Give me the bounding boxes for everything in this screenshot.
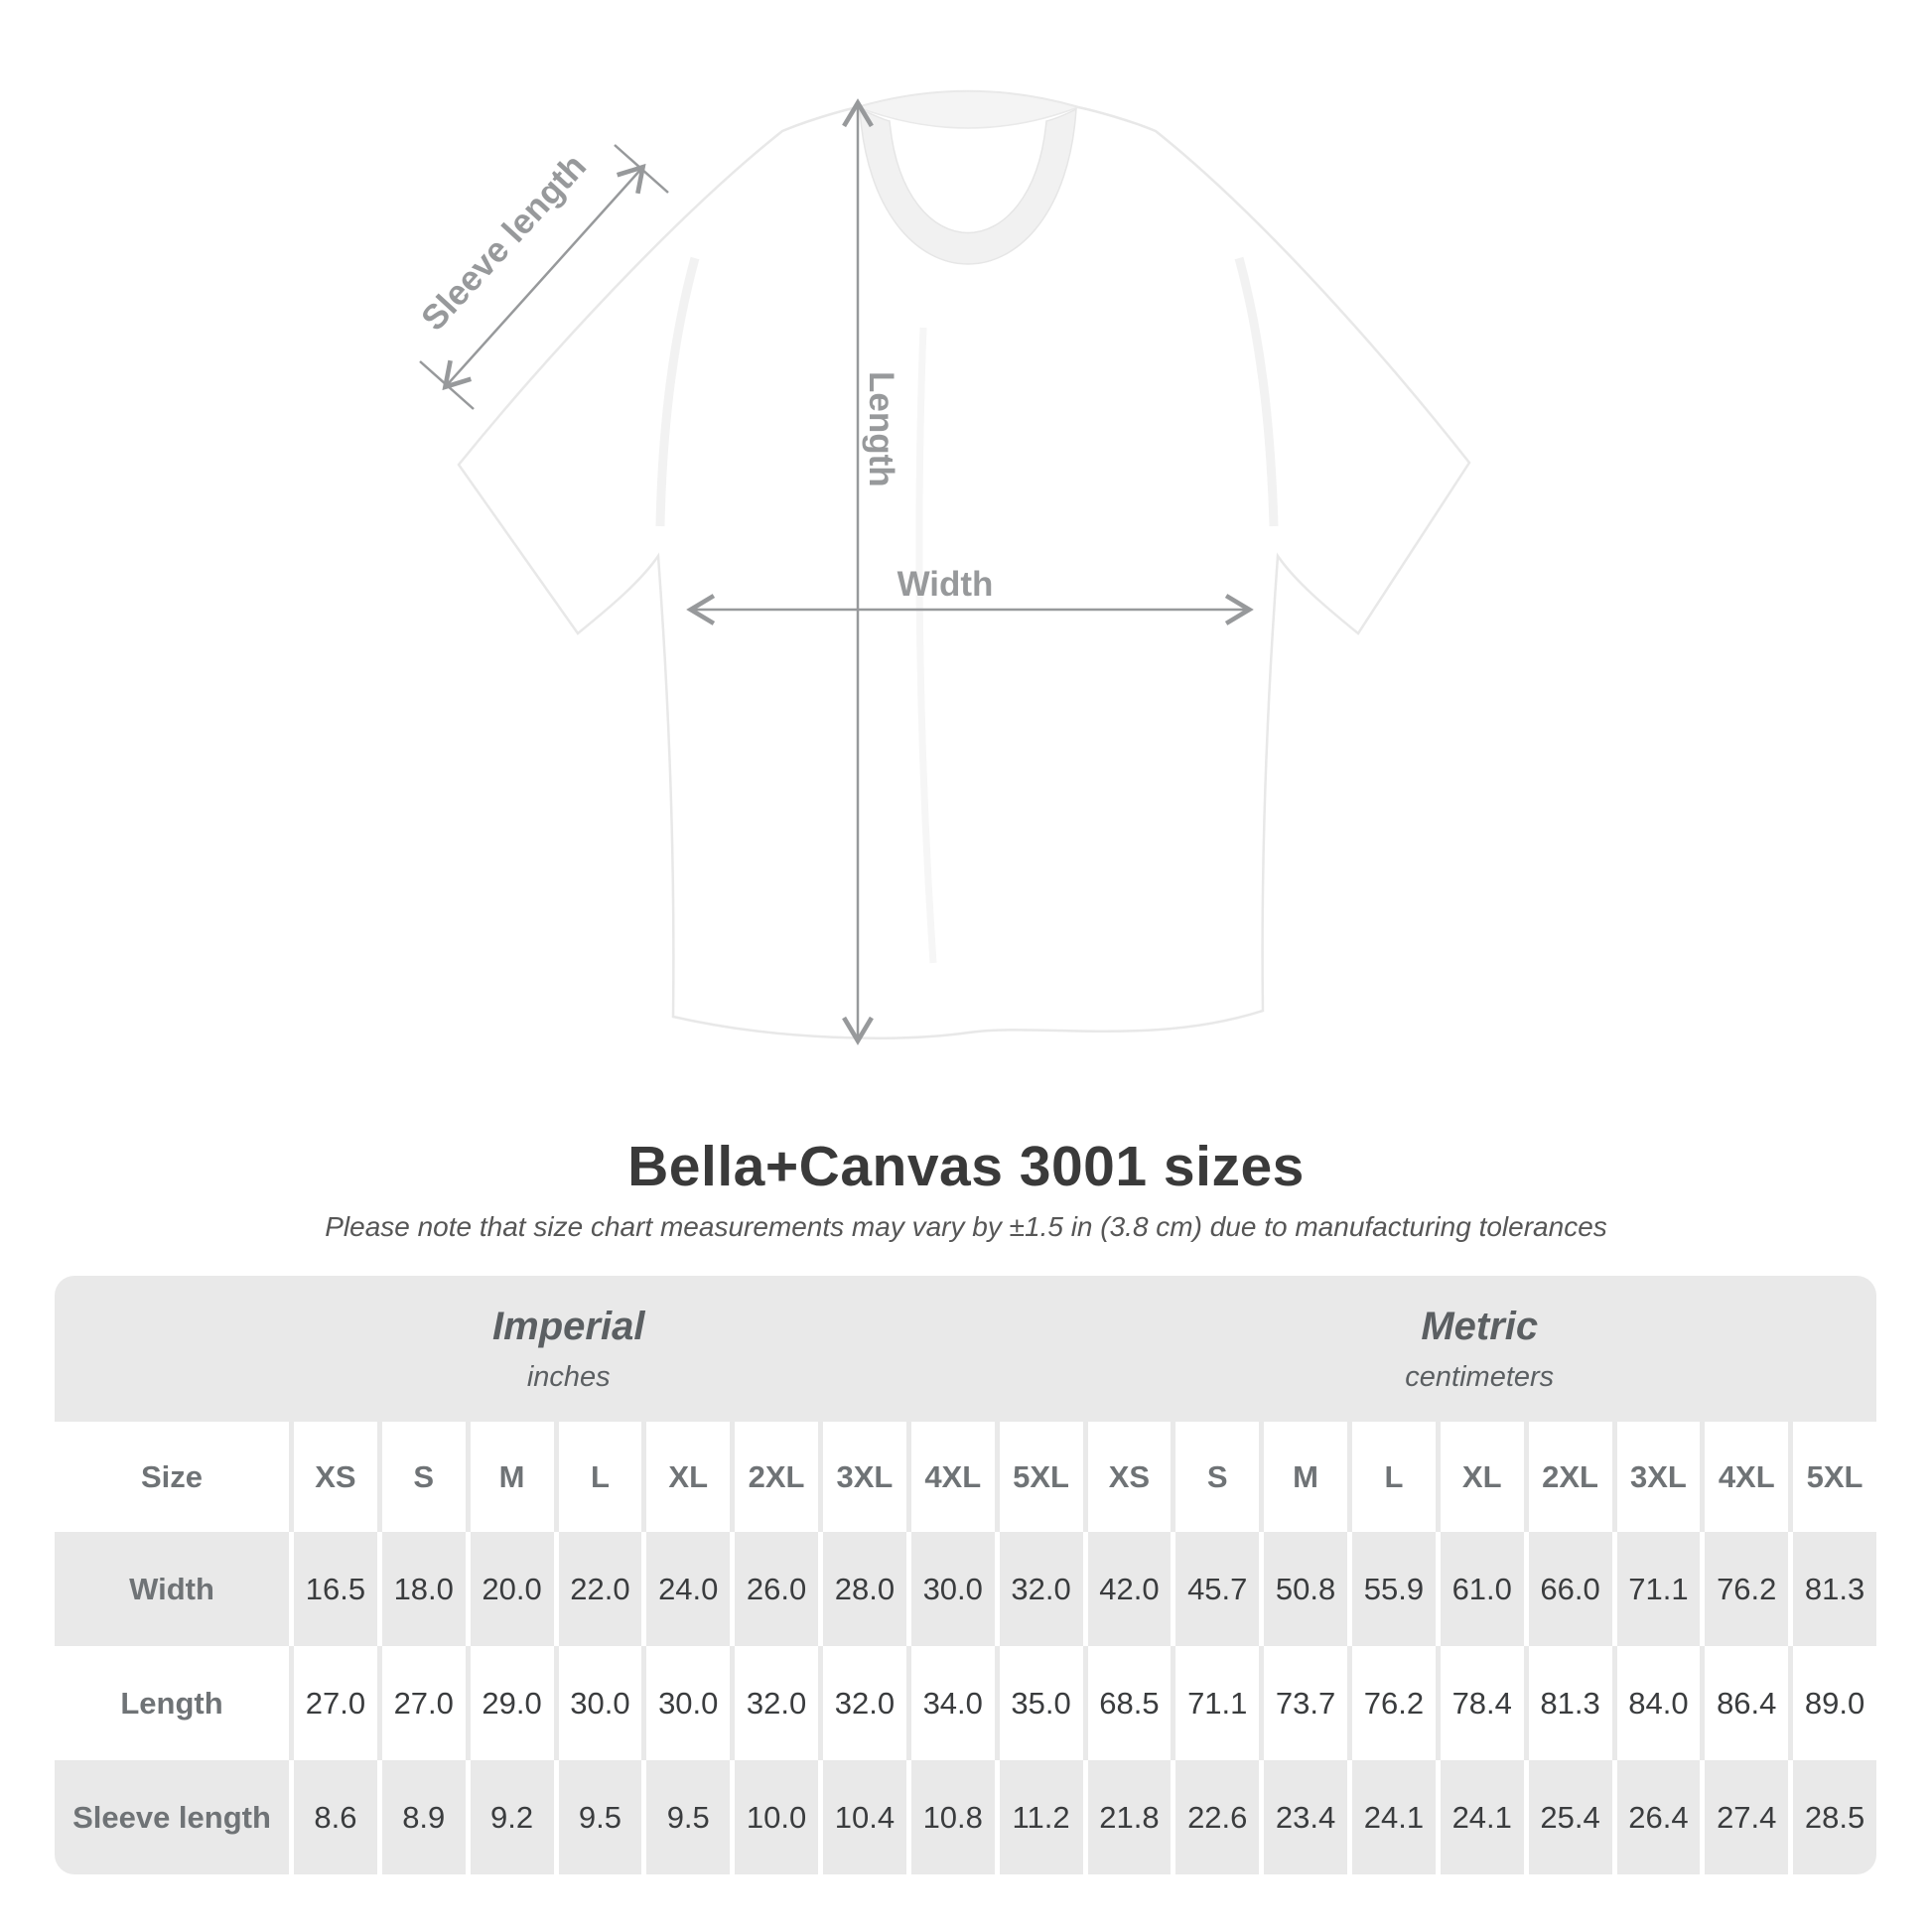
measurement-cell: 28.5 xyxy=(1788,1760,1876,1874)
measurement-cell: 20.0 xyxy=(466,1532,554,1646)
measurement-cell: 22.0 xyxy=(554,1532,642,1646)
measurement-cell: 35.0 xyxy=(995,1646,1083,1760)
size-header-2xl: 2XL xyxy=(730,1422,818,1532)
size-header-m: M xyxy=(466,1422,554,1532)
measurement-cell: 30.0 xyxy=(906,1532,995,1646)
measurement-cell: 84.0 xyxy=(1612,1646,1701,1760)
measurement-cell: 24.1 xyxy=(1436,1760,1524,1874)
size-column-header: Size xyxy=(55,1422,289,1532)
measurement-cell: 26.4 xyxy=(1612,1760,1701,1874)
measurement-cell: 81.3 xyxy=(1524,1646,1612,1760)
width-dimension-label: Width xyxy=(897,565,994,604)
imperial-unit: inches xyxy=(526,1360,611,1393)
size-header-s: S xyxy=(377,1422,466,1532)
size-header-m: M xyxy=(1259,1422,1347,1532)
measurement-cell: 9.2 xyxy=(466,1760,554,1874)
measurement-cell: 29.0 xyxy=(466,1646,554,1760)
size-header-3xl: 3XL xyxy=(818,1422,906,1532)
measurement-cell: 10.0 xyxy=(730,1760,818,1874)
sleeve-dimension-tick-lower xyxy=(420,361,474,409)
sleeve-dimension-tick-upper xyxy=(615,145,668,193)
size-header-xs: XS xyxy=(1083,1422,1172,1532)
size-table xyxy=(55,1276,1876,1874)
measurement-cell: 22.6 xyxy=(1171,1760,1259,1874)
measurement-cell: 81.3 xyxy=(1788,1532,1876,1646)
measurement-cell: 68.5 xyxy=(1083,1646,1172,1760)
measurement-cell: 24.0 xyxy=(641,1532,730,1646)
row-label: Width xyxy=(55,1532,289,1646)
size-header-xl: XL xyxy=(641,1422,730,1532)
tolerance-note: Please note that size chart measurements may vary by ±1.5 in (3.8 cm) due to manufacturing tolerances xyxy=(325,1211,1607,1242)
measurement-cell: 32.0 xyxy=(995,1532,1083,1646)
measurement-cell: 9.5 xyxy=(554,1760,642,1874)
length-dimension-label: Length xyxy=(862,371,900,487)
measurement-cell: 26.0 xyxy=(730,1532,818,1646)
measurement-cell: 18.0 xyxy=(377,1532,466,1646)
size-header-l: L xyxy=(554,1422,642,1532)
measurement-cell: 73.7 xyxy=(1259,1646,1347,1760)
measurement-cell: 86.4 xyxy=(1700,1646,1788,1760)
measurement-cell: 16.5 xyxy=(289,1532,377,1646)
measurement-cell: 50.8 xyxy=(1259,1532,1347,1646)
measurement-cell: 34.0 xyxy=(906,1646,995,1760)
row-label: Sleeve length xyxy=(55,1760,289,1874)
row-label: Length xyxy=(55,1646,289,1760)
metric-label: Metric xyxy=(1421,1304,1539,1348)
measurement-cell: 27.0 xyxy=(377,1646,466,1760)
measurement-cell: 76.2 xyxy=(1700,1532,1788,1646)
measurement-cell: 8.6 xyxy=(289,1760,377,1874)
measurement-cell: 71.1 xyxy=(1171,1646,1259,1760)
measurement-cell: 24.1 xyxy=(1347,1760,1436,1874)
measurement-cell: 23.4 xyxy=(1259,1760,1347,1874)
measurement-cell: 27.4 xyxy=(1700,1760,1788,1874)
imperial-label: Imperial xyxy=(492,1304,645,1348)
size-header-xl: XL xyxy=(1436,1422,1524,1532)
size-header-5xl: 5XL xyxy=(995,1422,1083,1532)
measurement-cell: 78.4 xyxy=(1436,1646,1524,1760)
measurement-cell: 8.9 xyxy=(377,1760,466,1874)
size-header-3xl: 3XL xyxy=(1612,1422,1701,1532)
size-header-4xl: 4XL xyxy=(1700,1422,1788,1532)
measurement-cell: 55.9 xyxy=(1347,1532,1436,1646)
size-header-s: S xyxy=(1171,1422,1259,1532)
measurement-cell: 21.8 xyxy=(1083,1760,1172,1874)
measurement-cell: 9.5 xyxy=(641,1760,730,1874)
measurement-cell: 66.0 xyxy=(1524,1532,1612,1646)
measurement-cell: 45.7 xyxy=(1171,1532,1259,1646)
size-header-2xl: 2XL xyxy=(1524,1422,1612,1532)
measurement-cell: 76.2 xyxy=(1347,1646,1436,1760)
metric-unit-header xyxy=(1083,1276,1877,1422)
measurement-cell: 32.0 xyxy=(730,1646,818,1760)
measurement-cell: 42.0 xyxy=(1083,1532,1172,1646)
measurement-cell: 25.4 xyxy=(1524,1760,1612,1874)
sleeve-dimension-label: Sleeve length xyxy=(413,146,595,339)
imperial-unit-header xyxy=(55,1276,1083,1422)
measurement-cell: 30.0 xyxy=(641,1646,730,1760)
size-header-4xl: 4XL xyxy=(906,1422,995,1532)
measurement-cell: 27.0 xyxy=(289,1646,377,1760)
measurement-cell: 89.0 xyxy=(1788,1646,1876,1760)
measurement-cell: 61.0 xyxy=(1436,1532,1524,1646)
size-header-l: L xyxy=(1347,1422,1436,1532)
size-header-xs: XS xyxy=(289,1422,377,1532)
measurement-cell: 28.0 xyxy=(818,1532,906,1646)
measurement-cell: 11.2 xyxy=(995,1760,1083,1874)
measurement-cell: 10.4 xyxy=(818,1760,906,1874)
measurement-cell: 71.1 xyxy=(1612,1532,1701,1646)
metric-unit: centimeters xyxy=(1405,1360,1555,1393)
measurement-cell: 32.0 xyxy=(818,1646,906,1760)
size-header-5xl: 5XL xyxy=(1788,1422,1876,1532)
measurement-cell: 10.8 xyxy=(906,1760,995,1874)
measurement-cell: 30.0 xyxy=(554,1646,642,1760)
page-title: Bella+Canvas 3001 sizes xyxy=(627,1135,1305,1198)
